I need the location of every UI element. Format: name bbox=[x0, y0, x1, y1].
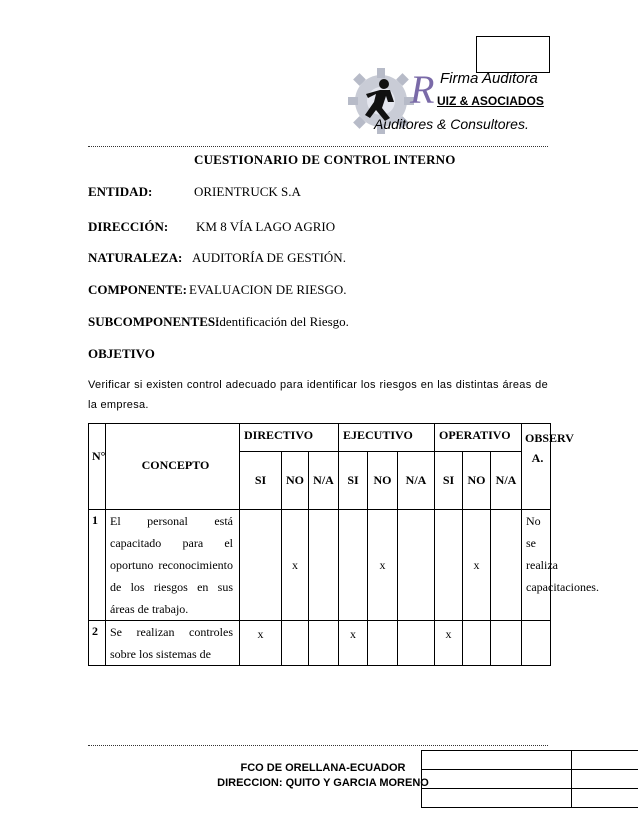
row-observacion: No se realiza capacitaciones. bbox=[522, 510, 551, 621]
col-num-header: N° bbox=[89, 424, 106, 510]
mark-cell bbox=[491, 510, 522, 621]
table-row bbox=[89, 510, 551, 621]
firm-logo bbox=[340, 64, 550, 142]
header-divider bbox=[88, 146, 548, 147]
footer-address: DIRECCION: QUITO Y GARCIA MORENO bbox=[217, 777, 429, 789]
field-componente-value: EVALUACION DE RIESGO. bbox=[189, 282, 347, 297]
col-directivo-header: DIRECTIVO bbox=[240, 424, 339, 452]
table-row bbox=[89, 621, 551, 666]
mark-cell bbox=[240, 510, 282, 621]
row-concepto: El personal está capacitado para el oportuno reconocimiento de los riesgos en sus áreas de trabajo. bbox=[106, 510, 240, 621]
field-entidad-value: ORIENTRUCK S.A bbox=[194, 184, 301, 199]
control-table bbox=[88, 423, 599, 666]
mark-cell: x bbox=[339, 621, 368, 666]
footer-divider bbox=[88, 745, 548, 746]
objetivo-text: Verificar si existen control adecuado para identificar los riesgos en las distintas áreas de la empresa. bbox=[88, 379, 548, 411]
mark-cell bbox=[282, 621, 309, 666]
mark-cell bbox=[309, 621, 339, 666]
mark-cell: x bbox=[463, 510, 491, 621]
col-ejecutivo-header: EJECUTIVO bbox=[339, 424, 435, 452]
sub-si: SI bbox=[339, 452, 368, 510]
mark-cell bbox=[398, 621, 435, 666]
field-direccion bbox=[88, 219, 336, 235]
field-subcomponentes bbox=[88, 314, 349, 330]
col-obs-header: OBSERV A. bbox=[522, 424, 551, 510]
row-num: 1 bbox=[89, 510, 106, 621]
sub-no: NO bbox=[282, 452, 309, 510]
mark-cell bbox=[368, 621, 398, 666]
sub-na: N/A bbox=[309, 452, 339, 510]
field-direccion-value: KM 8 VÍA LAGO AGRIO bbox=[196, 219, 336, 234]
sub-si: SI bbox=[240, 452, 282, 510]
objetivo-heading: OBJETIVO bbox=[88, 346, 155, 361]
table-header-row bbox=[89, 424, 551, 452]
sub-no: NO bbox=[368, 452, 398, 510]
logo-initial: R bbox=[410, 67, 435, 112]
field-naturaleza-label: NATURALEZA: bbox=[88, 250, 183, 265]
col-operativo-header: OPERATIVO bbox=[435, 424, 522, 452]
mark-cell bbox=[309, 510, 339, 621]
mark-cell: x bbox=[368, 510, 398, 621]
mark-cell: x bbox=[435, 621, 463, 666]
row-concepto: Se realizan controles sobre los sistemas de bbox=[106, 621, 240, 666]
field-entidad-label: ENTIDAD: bbox=[88, 184, 153, 199]
field-naturaleza-value: AUDITORÍA DE GESTIÓN. bbox=[192, 250, 346, 265]
row-observacion bbox=[522, 621, 551, 666]
mark-cell bbox=[463, 621, 491, 666]
mark-cell bbox=[398, 510, 435, 621]
footer-signature-grid bbox=[421, 750, 638, 808]
field-entidad bbox=[88, 184, 301, 200]
footer bbox=[208, 761, 438, 791]
footer-location: FCO DE ORELLANA-ECUADOR bbox=[240, 762, 406, 774]
logo-line1: Firma Auditora bbox=[440, 70, 538, 87]
sub-si: SI bbox=[435, 452, 463, 510]
field-direccion-label: DIRECCIÓN: bbox=[88, 219, 169, 234]
mark-cell bbox=[435, 510, 463, 621]
field-componente bbox=[88, 282, 347, 298]
field-subcomponentes-label: SUBCOMPONENTES: bbox=[88, 314, 220, 329]
sub-no: NO bbox=[463, 452, 491, 510]
mark-cell: x bbox=[282, 510, 309, 621]
mark-cell bbox=[339, 510, 368, 621]
logo-line3: Auditores & Consultores. bbox=[374, 116, 529, 132]
mark-cell: x bbox=[240, 621, 282, 666]
field-naturaleza bbox=[88, 250, 346, 266]
sub-na: N/A bbox=[491, 452, 522, 510]
col-concepto-header: CONCEPTO bbox=[106, 424, 240, 510]
mark-cell bbox=[491, 621, 522, 666]
document-title: CUESTIONARIO DE CONTROL INTERNO bbox=[194, 152, 456, 167]
field-componente-label: COMPONENTE: bbox=[88, 282, 187, 297]
row-num: 2 bbox=[89, 621, 106, 666]
field-subcomponentes-value: Identificación del Riesgo. bbox=[215, 314, 349, 329]
sub-na: N/A bbox=[398, 452, 435, 510]
logo-line2: UIZ & ASOCIADOS bbox=[437, 94, 544, 108]
